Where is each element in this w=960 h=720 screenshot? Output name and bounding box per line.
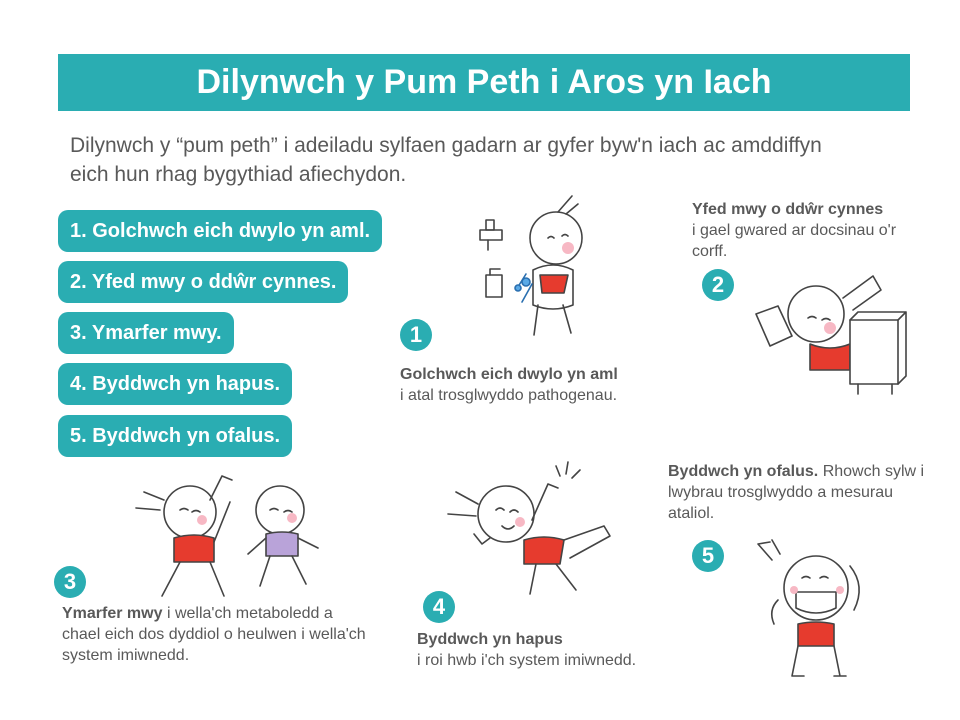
intro-text: Dilynwch y “pum peth” i adeiladu sylfaen gadarn ar gyfer byw'n iach ac amddiffyn eich hun rhag bygythiad afiechydon. — [70, 134, 822, 186]
mask-illustration — [750, 540, 880, 690]
step-4-text: i roi hwb i'ch system imiwnedd. — [417, 652, 637, 669]
step-3-pill: 3. Ymarfer mwy. — [58, 312, 234, 354]
step-3-heading: Ymarfer mwy — [62, 605, 163, 622]
page-title: Dilynwch y Pum Peth i Aros yn Iach — [58, 54, 910, 111]
step-5-number-badge: 5 — [692, 540, 724, 572]
step-2-heading: Yfed mwy o ddŵr cynnes — [692, 201, 884, 218]
exercise-illustration — [130, 470, 330, 600]
step-1-caption — [400, 364, 680, 406]
step-4-caption — [417, 629, 697, 671]
step-5-heading: Byddwch yn ofalus. — [668, 463, 819, 480]
step-5-text: Rhowch sylw i lwybrau trosglwyddo a mesurau ataliol. — [668, 463, 925, 522]
step-3-number-badge: 3 — [54, 566, 86, 598]
handwashing-illustration — [478, 190, 588, 340]
step-1-heading: Golchwch eich dwylo yn aml — [400, 366, 618, 383]
drinking-water-illustration — [748, 272, 918, 400]
step-4-pill: 4. Byddwch yn hapus. — [58, 363, 292, 405]
step-1-text: i atal trosglwyddo pathogenau. — [400, 387, 618, 404]
step-5-pill: 5. Byddwch yn ofalus. — [58, 415, 292, 457]
step-5-caption — [668, 461, 930, 524]
step-4-heading: Byddwch yn hapus — [417, 631, 563, 648]
step-1-number-badge: 1 — [400, 319, 432, 351]
step-2-text: i gael gwared ar docsinau o'r corff. — [692, 222, 897, 260]
step-2-pill: 2. Yfed mwy o ddŵr cynnes. — [58, 261, 348, 303]
step-2-caption — [692, 199, 932, 262]
step-3-caption — [62, 603, 374, 666]
happy-illustration — [444, 460, 616, 598]
step-1-pill: 1. Golchwch eich dwylo yn aml. — [58, 210, 382, 252]
step-2-number-badge: 2 — [702, 269, 734, 301]
step-4-number-badge: 4 — [423, 591, 455, 623]
step-3-text: i wella'ch metaboledd a chael eich dos dyddiol o heulwen i wella'ch system imiwnedd. — [62, 605, 366, 664]
